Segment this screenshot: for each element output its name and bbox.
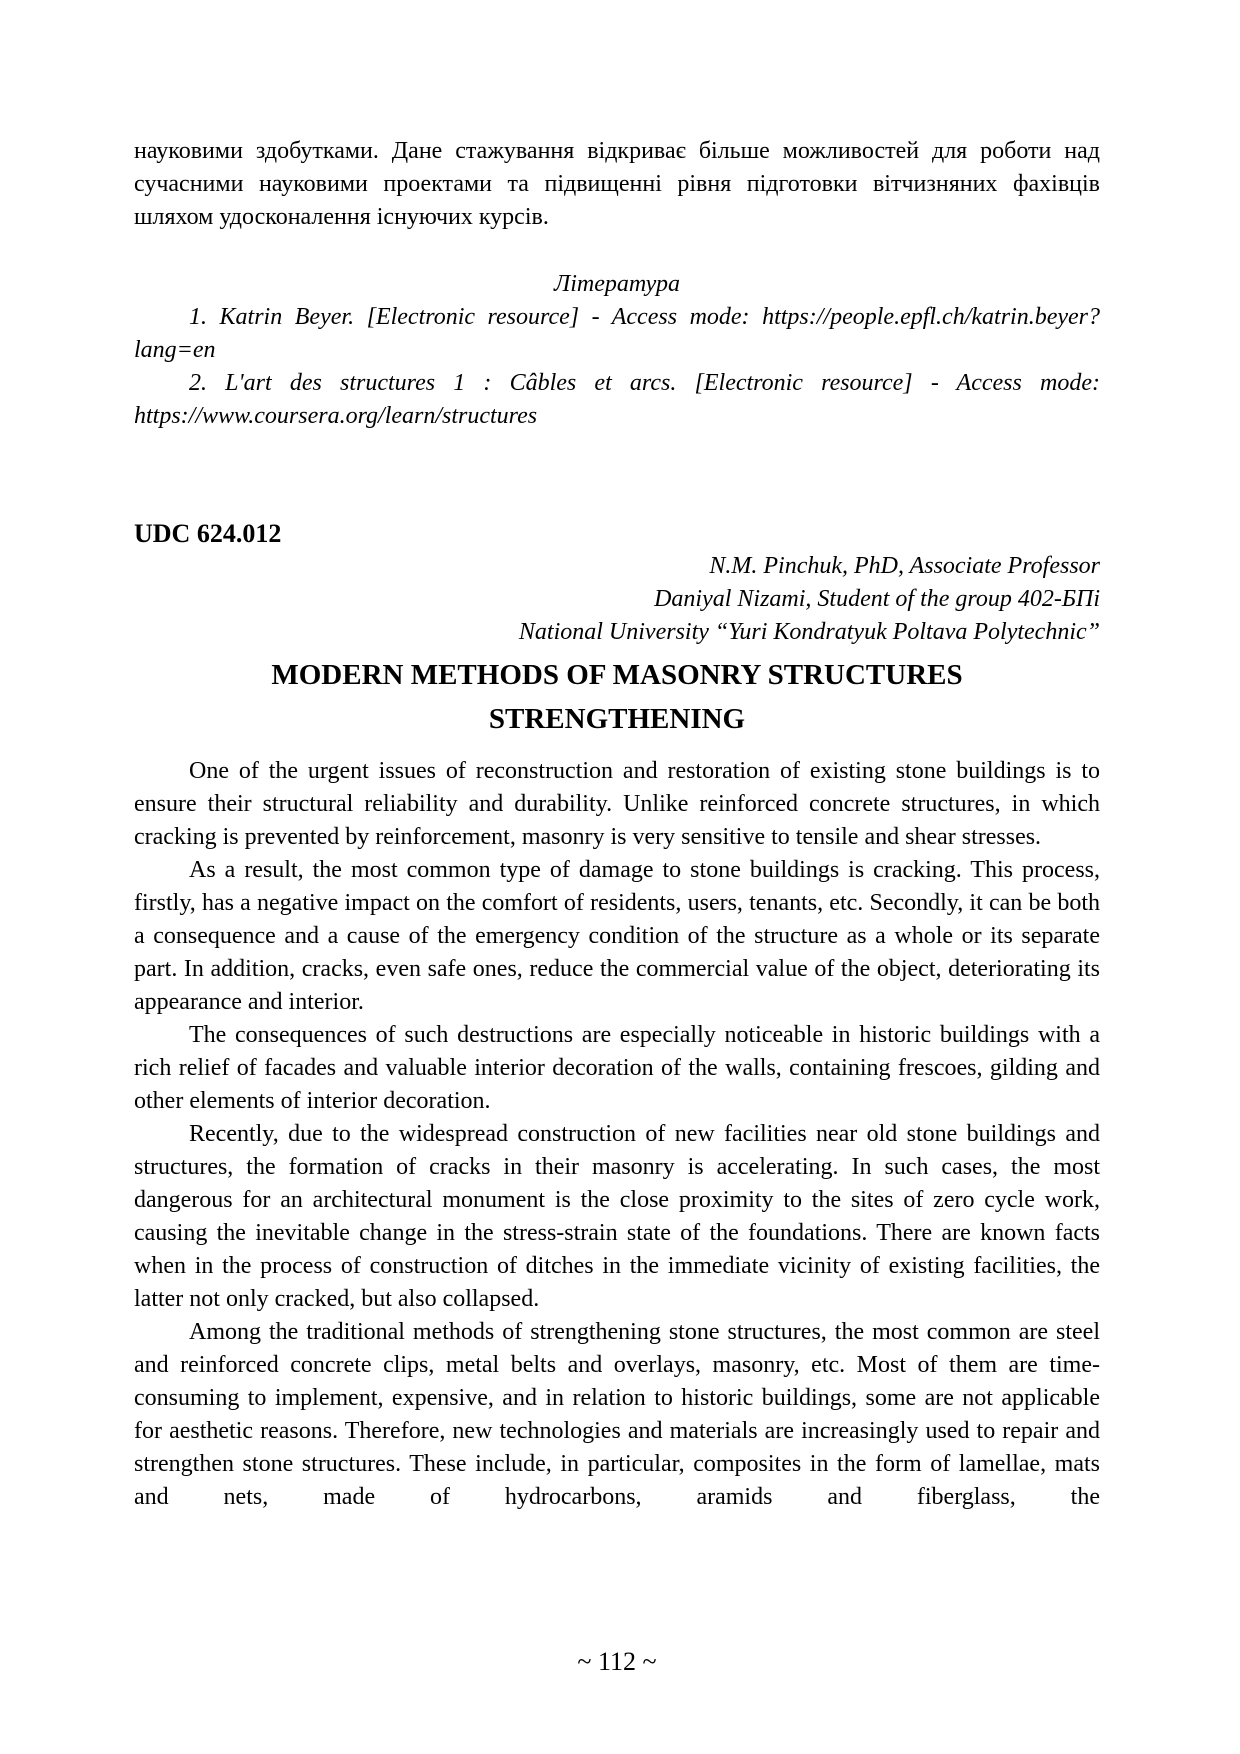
author-line-3: National University “Yuri Kondratyuk Poltava Polytechnic” bbox=[518, 619, 1100, 645]
body-paragraph-1: One of the urgent issues of reconstruction and restoration of existing stone buildings is to ensure their structural reliability and durability. Unlike reinforced concrete structures, in which cracking is prevented by reinforcement, masonry is very sensitive to tensile and shear stresses. bbox=[134, 758, 1100, 850]
body-paragraph-5: Among the traditional methods of strengthening stone structures, the most common are steel and reinforced concrete clips, metal belts and overlays, masonry, etc. Most of them are time-consuming to implement, expensive, and in relation to historic buildings, some are not applicable for aesthetic reasons. Therefore, new technologies and materials are increasingly used to repair and strengthen stone structures. These include, in particular, composites in the form of lamellae, mats and nets, made of hydrocarbons, aramids and fiberglass, the bbox=[134, 1319, 1100, 1510]
literature-item-1: 1. Katrin Beyer. [Electronic resource] - Access mode: https://people.epfl.ch/katrin.beyer?lang=en bbox=[134, 304, 1100, 363]
page-number: ~ 112 ~ bbox=[577, 1647, 657, 1676]
author-line-1: N.M. Pinchuk, PhD, Associate Professor bbox=[709, 553, 1100, 579]
intro-paragraph: науковими здобутками. Дане стажування відкриває більше можливостей для роботи над сучасними науковими проектами та підвищенні рівня підготовки вітчизняних фахівців шляхом удосконалення існуючих курсів. bbox=[134, 138, 1100, 230]
literature-item-2: 2. L'art des structures 1 : Câbles et arcs. [Electronic resource] - Access mode: https://www.coursera.org/learn/structures bbox=[134, 370, 1100, 429]
body-paragraph-3: The consequences of such destructions are especially noticeable in historic buildings with a rich relief of facades and valuable interior decoration of the walls, containing frescoes, gilding and other elements of interior decoration. bbox=[134, 1022, 1100, 1114]
authors-block bbox=[134, 550, 1100, 649]
article-title: MODERN METHODS OF MASONRY STRUCTURES STRENGTHENING bbox=[271, 659, 963, 735]
author-line-2: Daniyal Nizami, Student of the group 402-БПі bbox=[654, 586, 1100, 612]
literature-heading: Література bbox=[554, 271, 680, 297]
body-paragraph-2: As a result, the most common type of damage to stone buildings is cracking. This process, firstly, has a negative impact on the comfort of residents, users, tenants, etc. Secondly, it can be both a consequence and a cause of the emergency condition of the structure as a whole or its separate part. In addition, cracks, even safe ones, reduce the commercial value of the object, deteriorating its appearance and interior. bbox=[134, 857, 1100, 1015]
udc-label: UDC 624.012 bbox=[134, 519, 282, 548]
body-paragraph-4: Recently, due to the widespread construction of new facilities near old stone buildings and structures, the formation of cracks in their masonry is accelerating. In such cases, the most dangerous for an architectural monument is the close proximity to the sites of zero cycle work, causing the inevitable change in the stress-strain state of the foundations. There are known facts when in the process of construction of ditches in the immediate vicinity of existing facilities, the latter not only cracked, but also collapsed. bbox=[134, 1121, 1100, 1312]
